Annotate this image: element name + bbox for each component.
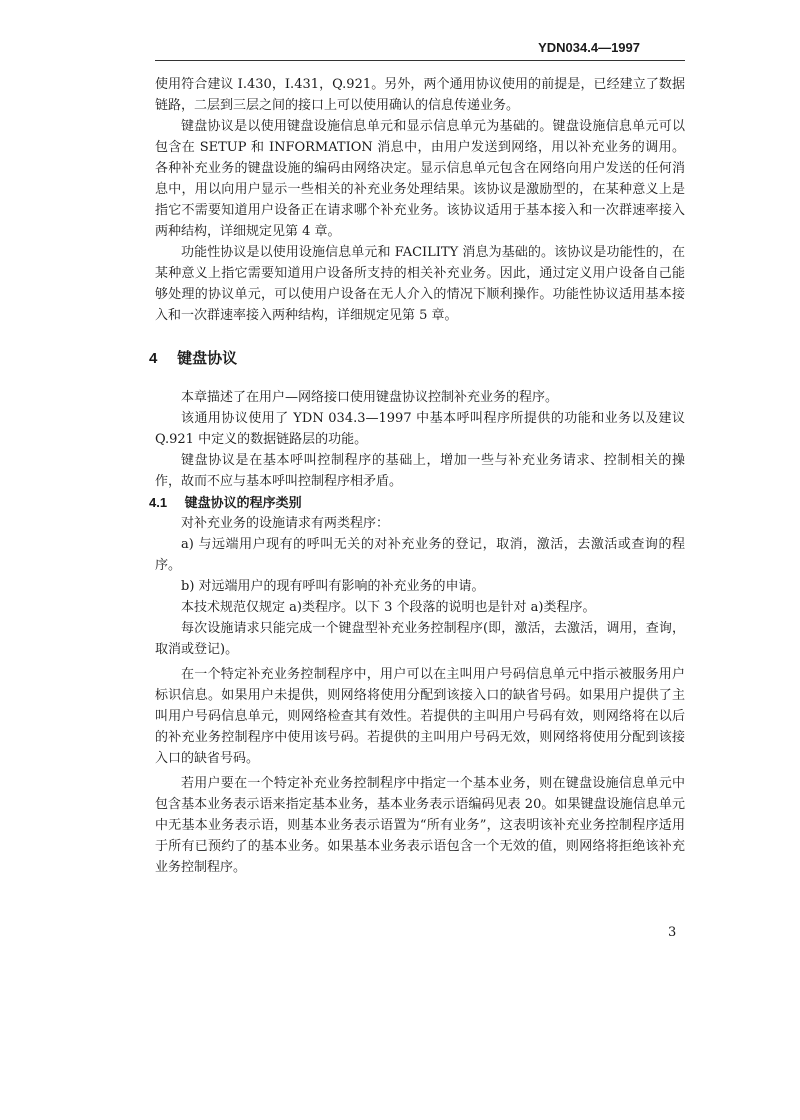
paragraph: 若用户要在一个特定补充业务控制程序中指定一个基本业务，则在键盘设施信息单元中包含基本业务表示语来指定基本业务，基本业务表示语编码见表 20。如果键盘设施信息单元中无基本业务表示语，则基本业务表示语置为“所有业务”，这表明该补充业务控制程序适用于所有已预约了的基本业务。如果基本业务表示语包含一个无效的值，则网络将拒绝该补充业务控制程序。 [155,776,685,875]
subsection-number: 4.1 [149,495,168,510]
list-item: b) 对远端用户的现有呼叫有影响的补充业务的申请。 [181,579,485,594]
section-heading [149,348,685,369]
paragraph: 本技术规范仅规定 a)类程序。以下 3 个段落的说明也是针对 a)类程序。 [181,600,596,615]
paragraph: 使用符合建议 I.430，I.431，Q.921。另外，两个通用协议使用的前提是，已经建立了数据链路，二层到三层之间的接口上可以使用确认的信息传递业务。 [155,77,685,113]
paragraph: 键盘协议是在基本呼叫控制程序的基础上，增加一些与补充业务请求、控制相关的操作，故而不应与基本呼叫控制程序相矛盾。 [155,453,685,489]
body-text [149,74,685,878]
paragraph: 对补充业务的设施请求有两类程序： [181,516,390,531]
paragraph: 键盘协议是以使用键盘设施信息单元和显示信息单元为基础的。键盘设施信息单元可以包含在 SETUP 和 INFORMATION 消息中，由用户发送到网络，用以补充业务的调用。各种补充业务的键盘设施的编码由网络决定。显示信息单元包含在网络向用户发送的任何消息中，用以向用户显示一些相关的补充业务处理结果。该协议是激励型的，在某种意义上是指它不需要知道用户设备正在请求哪个补充业务。该协议适用于基本接入和一次群速率接入两种结构，详细规定见第 4 章。 [155,119,685,239]
paragraph: 每次设施请求只能完成一个键盘型补充业务控制程序(即，激活，去激活，调用，查询，取消或登记)。 [155,621,685,657]
paragraph: 本章描述了在用户—网络接口使用键盘协议控制补充业务的程序。 [181,390,559,405]
paragraph: 在一个特定补充业务控制程序中，用户可以在主叫用户号码信息单元中指示被服务用户标识信息。如果用户未提供，则网络将使用分配到该接入口的缺省号码。如果用户提供了主叫用户号码信息单元，则网络检查其有效性。若提供的主叫用户号码有效，则网络将在以后的补充业务控制程序中使用该号码。若提供的主叫用户号码无效，则网络将使用分配到该接入口的缺省号码。 [155,667,685,766]
subsection-heading [149,492,685,513]
section-title: 键盘协议 [177,350,238,367]
standard-code: YDN034.4—1997 [538,40,640,55]
subsection-title: 键盘协议的程序类别 [184,495,302,510]
section-number: 4 [149,350,158,367]
paragraph: 该通用协议使用了 YDN 034.3—1997 中基本呼叫程序所提供的功能和业务以及建议 Q.921 中定义的数据链路层的功能。 [155,411,685,447]
page-number: 3 [668,925,677,940]
paragraph: 功能性协议是以使用设施信息单元和 FACILITY 消息为基础的。该协议是功能性的，在某种意义上指它需要知道用户设备所支持的相关补充业务。因此，通过定义用户设备自己能够处理的协议单元，可以使用户设备在无人介入的情况下顺利操作。功能性协议适用基本接入和一次群速率接入两种结构，详细规定见第 5 章。 [155,245,685,323]
running-header [155,38,685,61]
list-item: a) 与远端用户现有的呼叫无关的对补充业务的登记，取消，激活，去激活或查询的程序。 [155,537,685,573]
